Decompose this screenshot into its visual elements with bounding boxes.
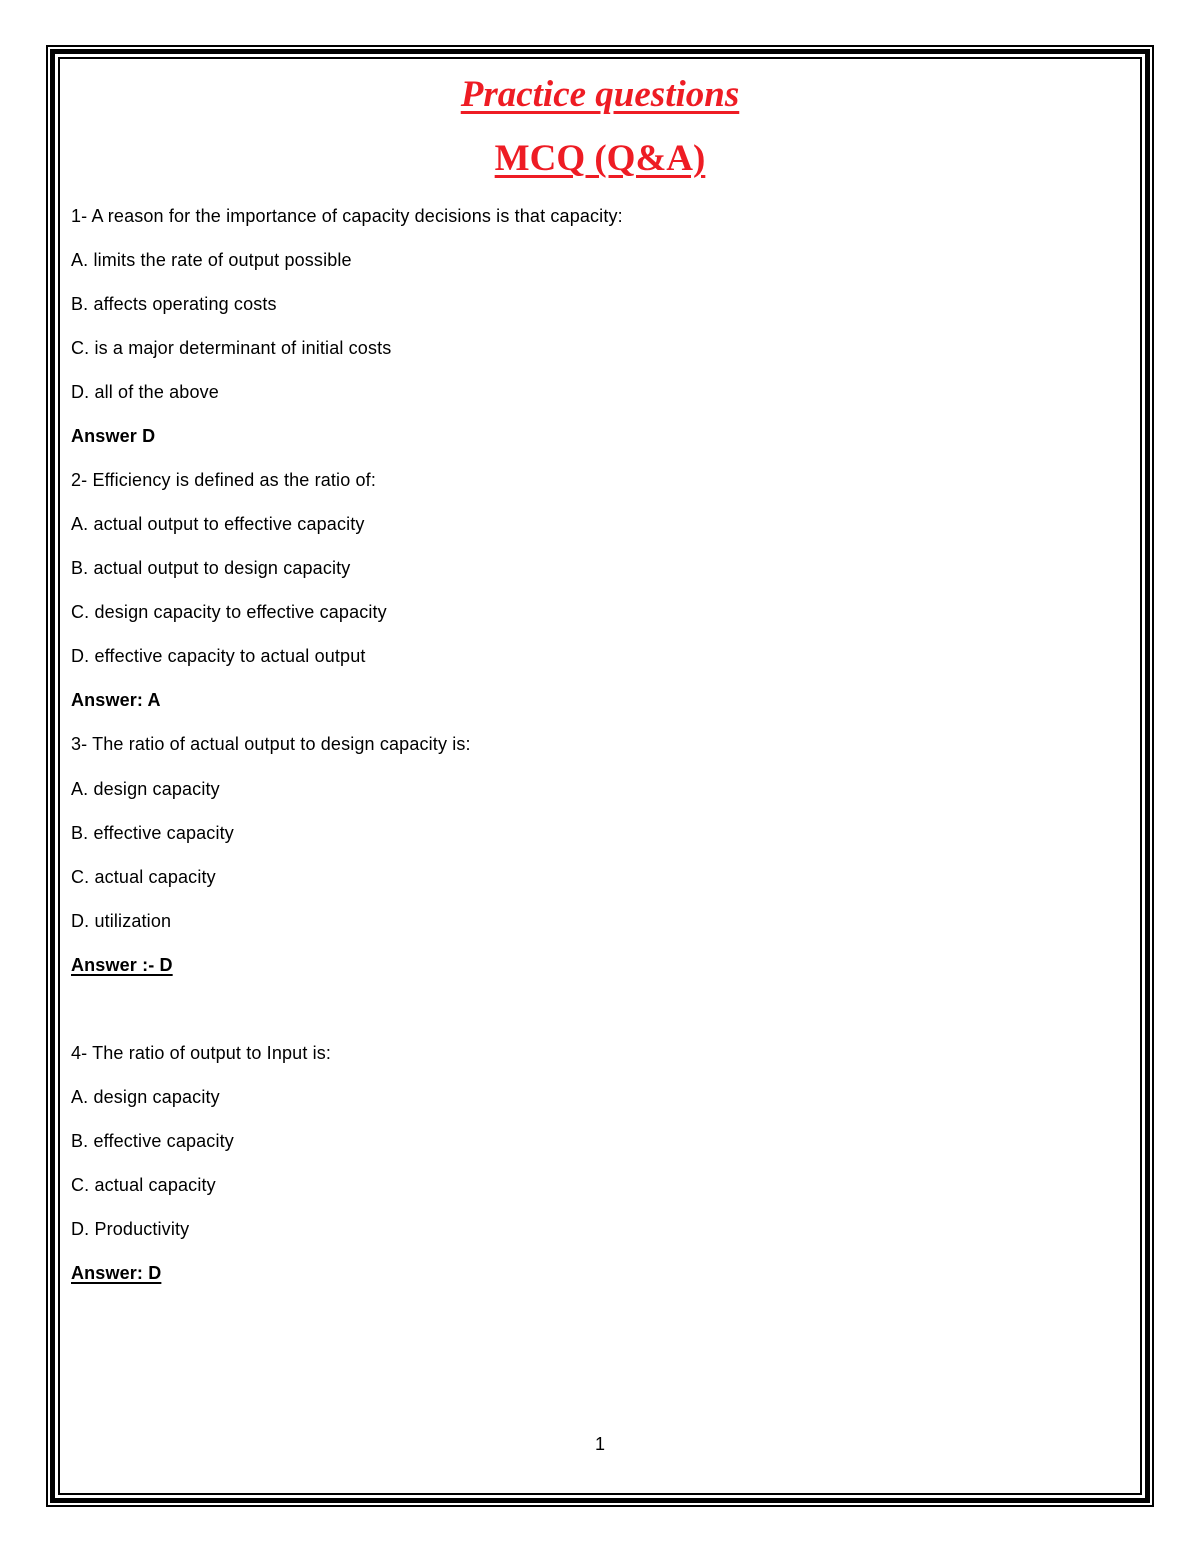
question-4-option-d: D. Productivity xyxy=(71,1219,190,1239)
page-number: 1 xyxy=(594,1434,605,1454)
question-3-option-d: D. utilization xyxy=(71,911,172,931)
question-2-option-a: A. actual output to effective capacity xyxy=(71,514,365,534)
question-2-answer: Answer: A xyxy=(71,690,161,710)
question-2-option-d: D. effective capacity to actual output xyxy=(71,646,366,666)
question-1-option-d: D. all of the above xyxy=(71,382,219,402)
document-title: Practice questions xyxy=(460,74,740,115)
question-2-option-b: B. actual output to design capacity xyxy=(71,558,351,578)
question-1-prompt: 1- A reason for the importance of capacity decisions is that capacity: xyxy=(71,206,623,226)
question-4-answer: Answer: D xyxy=(71,1263,162,1283)
question-3-option-c: C. actual capacity xyxy=(71,867,216,887)
question-2-option-c: C. design capacity to effective capacity xyxy=(71,602,387,622)
question-4-option-a: A. design capacity xyxy=(71,1087,220,1107)
question-4-option-b: B. effective capacity xyxy=(71,1131,234,1151)
question-3-option-a: A. design capacity xyxy=(71,779,220,799)
question-1-option-c: C. is a major determinant of initial costs xyxy=(71,338,392,358)
question-4-option-c: C. actual capacity xyxy=(71,1175,216,1195)
question-3-answer: Answer :- D xyxy=(71,955,173,975)
document-subtitle: MCQ (Q&A) xyxy=(494,138,706,179)
question-1-answer: Answer D xyxy=(71,426,156,446)
question-3-prompt: 3- The ratio of actual output to design capacity is: xyxy=(71,734,471,754)
question-1-option-a: A. limits the rate of output possible xyxy=(71,250,352,270)
question-4-prompt: 4- The ratio of output to Input is: xyxy=(71,1043,332,1063)
page-border-inner xyxy=(58,57,1142,1495)
question-3-option-b: B. effective capacity xyxy=(71,823,234,843)
question-1-option-b: B. affects operating costs xyxy=(71,294,277,314)
question-2-prompt: 2- Efficiency is defined as the ratio of: xyxy=(71,470,376,490)
